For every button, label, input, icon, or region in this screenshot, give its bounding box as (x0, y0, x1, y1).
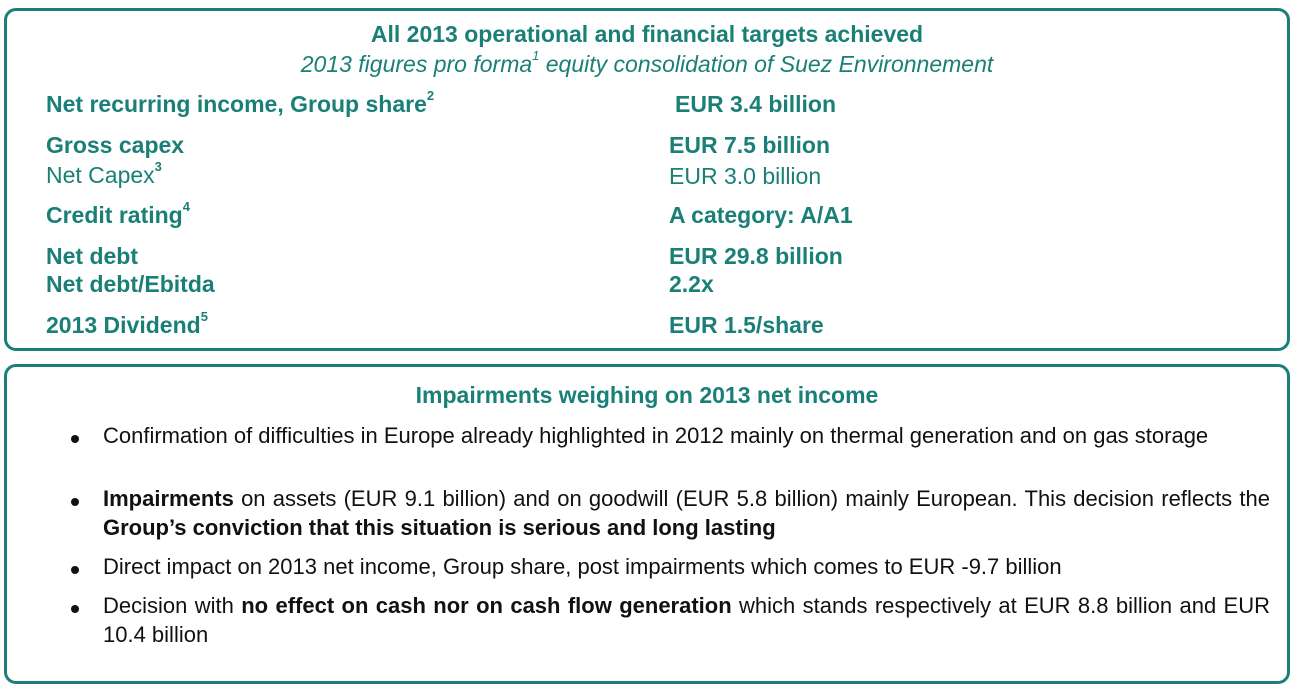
bullet-item-3: Direct impact on 2013 net income, Group share, post impairments which comes to EUR -9.7 billion (103, 554, 1062, 579)
bullet-icon (71, 605, 79, 613)
impairments-panel (4, 364, 1290, 684)
bullet-item-4: Decision with no effect on cash nor on cash flow generation which stands respectively at EUR 8.8 billion and EUR 10.4 billion (103, 593, 1270, 647)
bullet-item-2: Impairments on assets (EUR 9.1 billion) and on goodwill (EUR 5.8 billion) mainly European. This decision reflects the Group’s conviction that this situation is serious and long lasting (103, 486, 1270, 540)
row-value-net-recurring-income: EUR 3.4 billion (675, 91, 837, 117)
row-label-net-recurring-income: Net recurring income, Group share$^2$ (46, 88, 435, 117)
targets-subtitle: 2013 figures pro forma$^1$ equity consolidation of Suez Environnement (300, 48, 994, 77)
bullet-icon (71, 435, 79, 443)
row-label-dividend: 2013 Dividend$^5$ (46, 309, 208, 338)
row-label-net-debt-ebitda: Net debt/Ebitda (46, 271, 215, 297)
bullet-item-1: Confirmation of difficulties in Europe already highlighted in 2012 mainly on thermal generation and on gas storage (103, 423, 1209, 448)
row-label-gross-capex: Gross capex (46, 132, 185, 158)
bullet-icon (71, 566, 79, 574)
row-value-net-debt-ebitda: 2.2x (669, 271, 714, 297)
row-value-net-capex: EUR 3.0 billion (669, 163, 822, 189)
row-label-net-capex: Net Capex$^3$ (46, 159, 162, 188)
row-value-dividend: EUR 1.5/share (669, 312, 824, 338)
row-label-net-debt: Net debt (46, 243, 138, 269)
targets-title: All 2013 operational and financial targets achieved (370, 21, 924, 47)
row-value-credit-rating: A category: A/A1 (669, 202, 853, 228)
row-value-gross-capex: EUR 7.5 billion (669, 132, 831, 158)
row-label-credit-rating: Credit rating$^4$ (46, 199, 190, 228)
bullet-icon (71, 498, 79, 506)
row-value-net-debt: EUR 29.8 billion (669, 243, 843, 269)
targets-panel (4, 8, 1290, 351)
impairments-title: Impairments weighing on 2013 net income (415, 382, 879, 408)
